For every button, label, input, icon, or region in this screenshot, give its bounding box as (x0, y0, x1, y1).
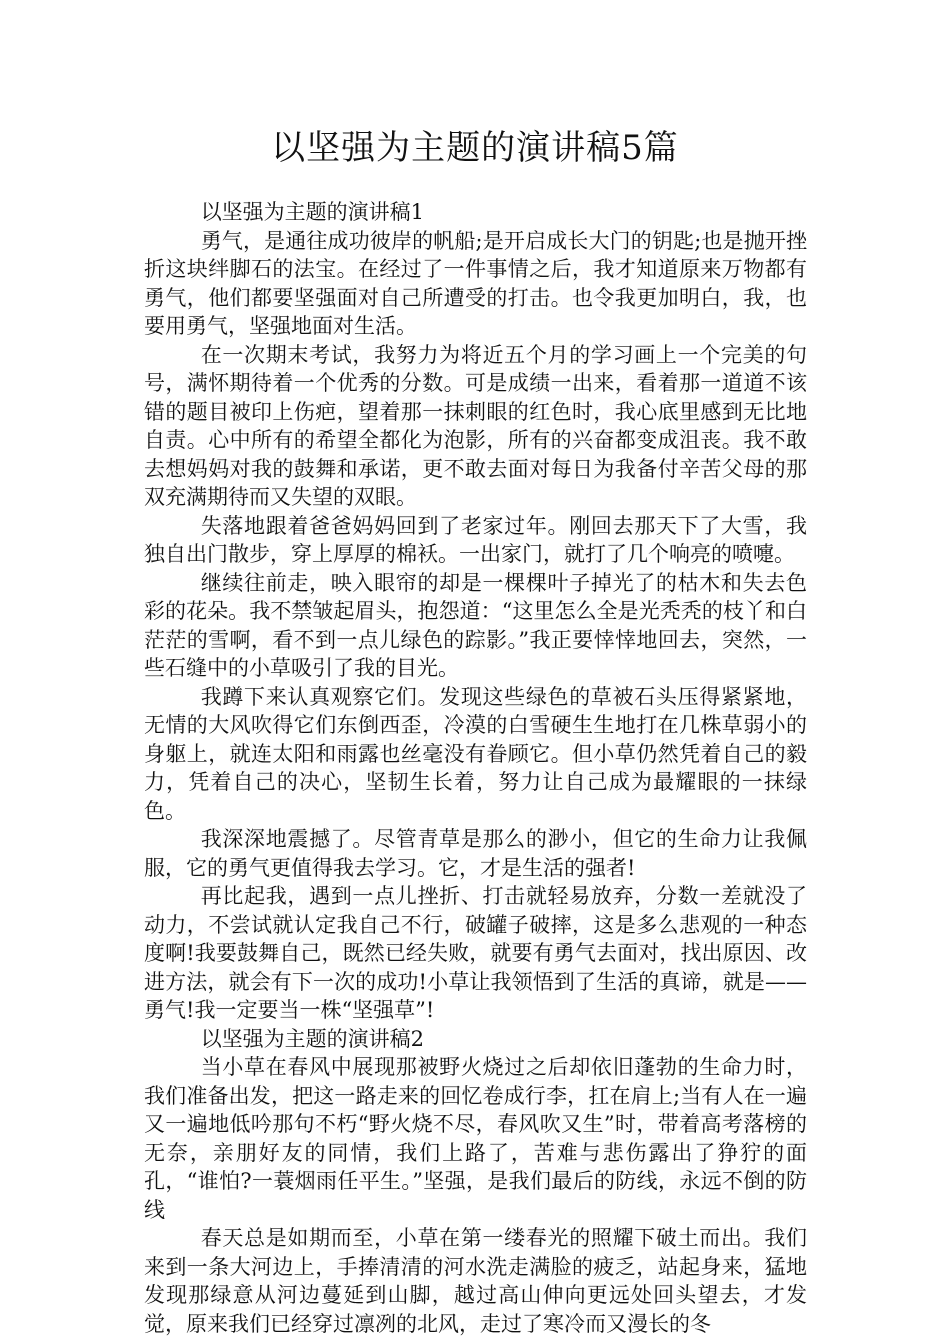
document-title: 以坚强为主题的演讲稿5篇 (271, 128, 679, 168)
section-heading: 以坚强为主题的演讲稿2 (200, 1026, 425, 1051)
document-body (144, 198, 807, 1338)
paragraph: 我深深地震撼了。尽管青草是那么的渺小，但它的生命力让我佩服，它的勇气更值得我去学习。它，才是生活的强者! (144, 827, 807, 880)
paragraph: 继续往前走，映入眼帘的却是一棵棵叶子掉光了的枯木和失去色彩的花朵。我不禁皱起眉头，抱怨道：“这里怎么全是光秃秃的枝丫和白茫茫的雪啊，看不到一点儿绿色的踪影。”我正要悻悻地回去，突然，一些石缝中的小草吸引了我的目光。 (144, 570, 807, 680)
paragraph: 勇气，是通往成功彼岸的帆船;是开启成长大门的钥匙;也是抛开挫折这块绊脚石的法宝。在经过了一件事情之后，我才知道原来万物都有勇气，他们都要坚强面对自己所遭受的打击。也令我更加明白，我，也要用勇气，坚强地面对生活。 (144, 228, 807, 338)
paragraph: 我蹲下来认真观察它们。发现这些绿色的草被石头压得紧紧地，无情的大风吹得它们东倒西歪，冷漠的白雪硬生生地打在几株草弱小的身躯上，就连太阳和雨露也丝毫没有眷顾它。但小草仍然凭着自己的毅力，凭着自己的决心，坚韧生长着，努力让自己成为最耀眼的一抹绿色。 (144, 684, 807, 823)
paragraph: 再比起我，遇到一点儿挫折、打击就轻易放弃，分数一差就没了动力，不尝试就认定我自己不行，破罐子破摔，这是多么悲观的一种态度啊!我要鼓舞自己，既然已经失败，就要有勇气去面对，找出原因、改进方法，就会有下一次的成功!小草让我领悟到了生活的真谛，就是——勇气!我一定要当一株“坚强草”! (144, 884, 807, 1022)
paragraph: 当小草在春风中展现那被野火烧过之后却依旧蓬勃的生命力时，我们准备出发，把这一路走来的回忆卷成行李，扛在肩上;当有人在一遍又一遍地低吟那句不朽“野火烧不尽，春风吹又生”时，带着高考落榜的无奈，亲朋好友的同情，我们上路了，苦难与悲伤露出了狰狞的面孔，“谁怕?一蓑烟雨任平生。”坚强，是我们最后的防线，永远不倒的防线 (144, 1055, 807, 1222)
paragraph: 在一次期末考试，我努力为将近五个月的学习画上一个完美的句号，满怀期待着一个优秀的分数。可是成绩一出来，看着那一道道不该错的题目被印上伤疤，望着那一抹刺眼的红色时，我心底里感到无比地自责。心中所有的希望全都化为泡影，所有的兴奋都变成沮丧。我不敢去想妈妈对我的鼓舞和承诺，更不敢去面对每日为我备付辛苦父母的那双充满期待而又失望的双眼。 (144, 342, 807, 509)
paragraph: 春天总是如期而至，小草在第一缕春光的照耀下破土而出。我们来到一条大河边上，手捧清清的河水洗走满脸的疲乏，站起身来，猛地发现那绿意从河边蔓延到山脚，越过高山伸向更远处回头望去，才发觉，原来我们已经穿过凛冽的北风，走过了寒冷而又漫长的冬 (144, 1226, 807, 1336)
paragraph: 失落地跟着爸爸妈妈回到了老家过年。刚回去那天下了大雪，我独自出门散步，穿上厚厚的棉袄。一出家门，就打了几个响亮的喷嚏。 (144, 513, 807, 566)
section-heading: 以坚强为主题的演讲稿1 (200, 200, 425, 224)
